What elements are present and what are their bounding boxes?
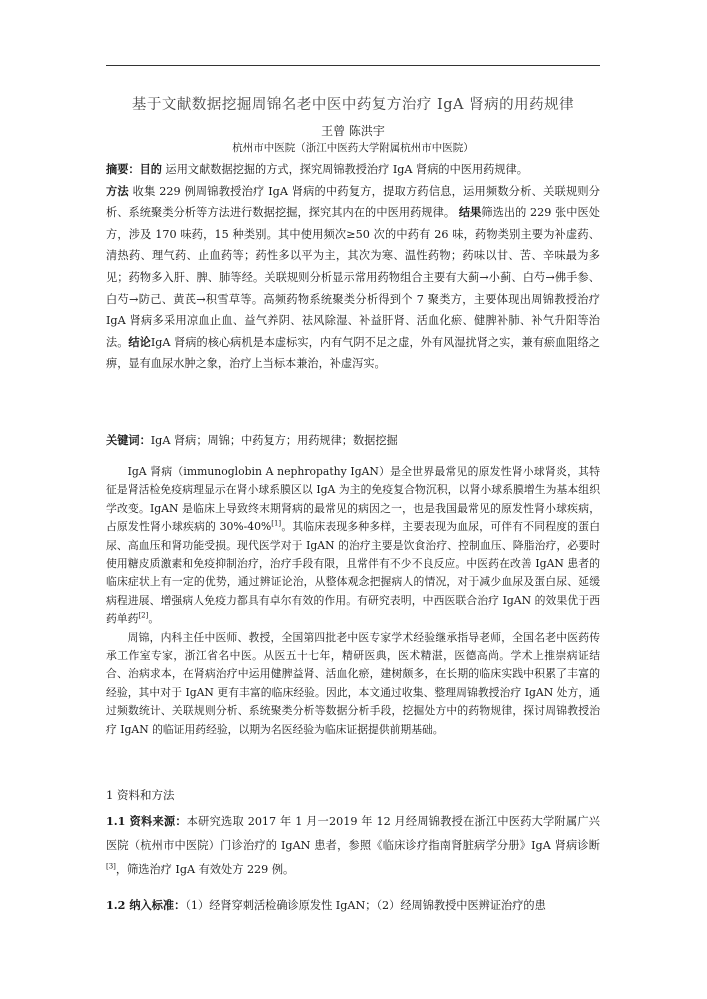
- citation-3: [3]: [106, 862, 116, 871]
- header-rule: [106, 65, 600, 66]
- subsection-1-2: [106, 893, 600, 918]
- conclusion-label: 结论: [128, 334, 151, 349]
- intro-paragraph-1: [106, 463, 600, 629]
- subsection-1-1-label: 1.1 资料来源：: [106, 814, 187, 828]
- keywords-text: IgA 肾病；周锦；中药复方；用药规律；数据挖掘: [150, 434, 398, 447]
- methods-text: 收集 229 例周锦教授治疗 IgA 肾病的中药复方，提取方药信息，运用频数分析、关联规则分析、系统聚类分析等方法进行数据挖掘，探究其内在的中医用药规律。: [106, 184, 600, 220]
- objective-label: 目的: [139, 162, 162, 176]
- subsection-1-1: [106, 809, 600, 882]
- citation-2: [2]: [138, 611, 149, 620]
- objective-text: 运用文献数据挖掘的方式，探究周锦教授治疗 IgA 肾病的中医用药规律。: [161, 163, 528, 176]
- abstract-label: 摘要：: [106, 162, 140, 176]
- introduction: [106, 463, 600, 739]
- subsection-1-1-text-b: ，筛选治疗 IgA 有效处方 229 例。: [115, 863, 295, 876]
- intro-p1-part-c: 。: [148, 612, 160, 626]
- affiliation: 杭州市中医院（浙江中医药大学附属杭州市中医院）: [232, 142, 474, 154]
- keywords-label: 关键词：: [106, 433, 151, 447]
- results-text: 筛选出的 229 张中医处方，涉及 170 味药，15 种类别。其中使用频次≥50 次的中药有 26 味，药物类别主要为补虚药、清热药、理气药、止血药等；药性多以平为主，其次为寒、温性药物；药味以甘、苦、辛味最为多见；药物多入肝、脾、肺等经。关联规则分析显示常用药物组合主要有大蓟→小蓟、白芍→佛手参、白芍→防己、黄芪→积雪草等。高频药物系统聚类分析得到个 7 聚类方，主要体现出周锦教授治疗 IgA 肾病多采用凉血止血、益气养阴、祛风除湿、补益肝肾、活血化瘀、健脾补肺、补气升阳等治法。: [106, 206, 600, 349]
- citation-1: [1]: [271, 519, 282, 528]
- methods-label: 方法: [106, 183, 129, 198]
- subsection-1-2-label: 1.2 纳入标准：: [106, 898, 186, 912]
- authors: 王曾 陈洪宇: [321, 124, 385, 138]
- abstract: [106, 159, 600, 375]
- keywords: [106, 431, 600, 450]
- section-heading: 1 资料和方法: [106, 788, 175, 802]
- subsection-1-1-text-a: 本研究选取 2017 年 1 月一2019 年 12 月经周锦教授在浙江中医药大学附属广兴医院（杭州市中医院）门诊治疗的 IgAN 患者，参照《临床诊疗指南肾脏病学分册》IgA 肾病诊断: [106, 815, 600, 852]
- conclusion-text: IgA 肾病的核心病机是本虚标实，内有气阴不足之虚，外有风湿扰肾之实，兼有瘀血阻络之痹，显有血尿水肿之象，治疗上当标本兼治，补虚泻实。: [106, 335, 600, 371]
- intro-paragraph-2: 周锦，内科主任中医师、教授，全国第四批老中医专家学术经验继承指导老师，全国名老中医药传承工作室专家，浙江省名中医。从医五十七年，精研医典，医术精湛，医德高尚。学术上推崇病证结合、治病求本，在肾病治疗中运用健脾益肾、活血化瘀，建树颇多，在长期的临床实践中积累了丰富的经验，其中对于 IgAN 更有丰富的临床经验。因此，本文通过收集、整理周锦教授治疗 IgAN 处方，通过频数统计、关联规则分析、系统聚类分析等数据分析手段，挖掘处方中的药物规律，探讨周锦教授治疗 IgAN 的临证用药经验，以期为名医经验为临床证据提供前期基础。: [106, 630, 600, 736]
- subsection-1-2-text: （1）经肾穿刺活检确诊原发性 IgAN；（2）经周锦教授中医辨证治疗的患: [185, 899, 546, 912]
- results-label: 结果: [458, 205, 482, 220]
- paper-title: 基于文献数据挖掘周锦名老中医中药复方治疗 IgA 肾病的用药规律: [131, 97, 575, 113]
- intro-p1-part-b: 。其临床表现多种多样，主要表现为血尿，可伴有不同程度的蛋白尿、高血压和肾功能受损。现代医学对于 IgAN 的治疗主要是饮食治疗、控制血压、降脂治疗，必要时使用糖皮质激素和免疫抑制治疗，治疗手段有限，且常伴有不少不良反应。中医药在改善 IgAN 患者的临床症状上有一定的优势，通过辨证论治，从整体观念把握病人的情况，对于减少血尿及蛋白尿、延缓病程进展、增强病人免疫力都具有卓尔有效的作用。有研究表明，中西医联合治疗 IgAN 的效果优于西药单药: [106, 520, 601, 626]
- intro-p1-part-a: IgA 肾病（immunoglobin A nephropathy IgAN）是全世界最常见的原发性肾小球肾炎，其特征是肾活检免疫病理显示在肾小球系膜区以 IgA 为主的免疫复合物沉积，以肾小球系膜增生为基本组织学改变。IgAN 是临床上导致终末期肾病的最常见的病因之一，也是我国最常见的原发性肾小球疾病，占原发性肾小球疾病的 30%-40%: [106, 465, 600, 534]
